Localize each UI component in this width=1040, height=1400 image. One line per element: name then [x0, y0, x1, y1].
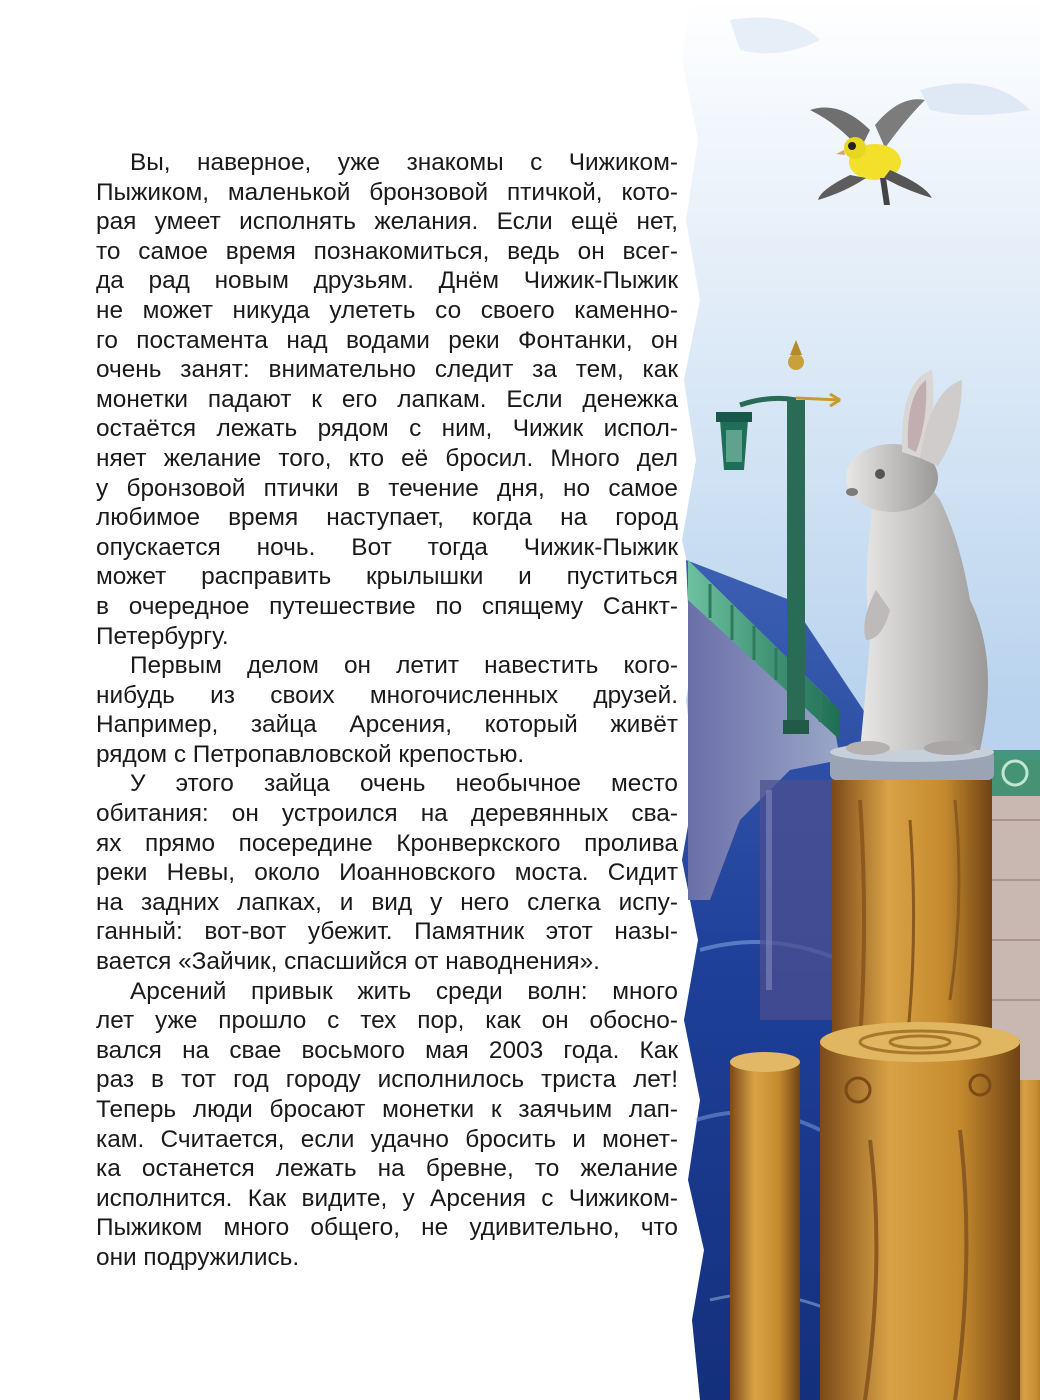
text-line: обитания: он устроился на деревянных сва-: [96, 800, 678, 828]
text-line: Арсений привык жить среди волн: много: [130, 977, 678, 1005]
text-line: У этого зайца очень необычное место: [130, 770, 678, 798]
text-line: то самое время познакомиться, ведь он всег-: [96, 237, 678, 265]
text-line: рая умеет исполнять желания. Если ещё нет,: [96, 208, 678, 236]
text-line: вался на свае восьмого мая 2003 года. Как: [96, 1036, 678, 1064]
text-line: исполнится. Как видите, у Арсения с Чижиком-: [96, 1184, 678, 1212]
text-line: да рад новым друзьям. Днём Чижик-Пыжик: [96, 267, 678, 295]
text-line: Например, зайца Арсения, который живёт: [96, 711, 678, 739]
text-line: они подружились.: [96, 1243, 300, 1271]
text-line: лет уже прошло с тех пор, как он обосно-: [96, 1007, 678, 1035]
illustration-hare-on-piles: [670, 0, 1040, 1400]
text-line: ях прямо посередине Кронверкского пролива: [96, 829, 678, 857]
paragraph-4: [96, 977, 678, 1273]
paragraph-2: [96, 651, 678, 769]
text-line: вается «Зайчик, спасшийся от наводнения».: [96, 948, 600, 976]
text-line: может расправить крылышки и пуститься: [96, 563, 678, 591]
text-line: Пыжиком, маленькой бронзовой птичкой, кото-: [96, 178, 678, 206]
text-line: Первым делом он летит навестить кого-: [130, 652, 678, 680]
paragraph-1: [96, 148, 678, 651]
text-line: остаётся лежать рядом с ним, Чижик испол-: [96, 415, 678, 443]
text-line: не может никуда улететь со своего каменно-: [96, 296, 678, 324]
text-line: в очередное путешествие по спящему Санкт-: [96, 592, 678, 620]
text-line: любимое время наступает, когда на город: [96, 504, 678, 532]
text-line: Вы, наверное, уже знакомы с Чижиком-: [130, 149, 678, 176]
text-line: го постамента над водами реки Фонтанки, он: [96, 326, 678, 354]
text-line: Петербургу.: [96, 622, 229, 650]
text-line: опускается ночь. Вот тогда Чижик-Пыжик: [96, 533, 678, 561]
text-line: реки Невы, около Иоанновского моста. Сидит: [96, 859, 678, 887]
text-line: рядом с Петропавловской крепостью.: [96, 740, 525, 768]
paragraph-3: [96, 769, 678, 976]
text-line: няет желание того, кто её бросил. Много дел: [96, 444, 678, 472]
text-line: на задних лапках, и вид у него слегка испу-: [96, 888, 678, 916]
text-line: кам. Считается, если удачно бросить и монет-: [96, 1125, 678, 1153]
text-line: монетки падают к его лапкам. Если денежка: [96, 385, 678, 413]
text-line: Пыжиком много общего, не удивительно, что: [96, 1214, 678, 1242]
text-line: Теперь люди бросают монетки к заячьим лап-: [96, 1096, 678, 1123]
text-line: очень занят: внимательно следит за тем, как: [96, 356, 678, 384]
text-line: у бронзовой птички в течение дня, но самое: [96, 474, 678, 502]
wooden-piles-icon: [820, 742, 1020, 1400]
text-line: ка останется лежать на бревне, то желание: [96, 1155, 678, 1183]
text-line: раз в тот год городу исполнилось триста лет!: [96, 1066, 678, 1094]
text-line: ганный: вот-вот убежит. Памятник этот назы-: [96, 918, 678, 946]
story-text: [96, 148, 678, 1273]
text-line: нибудь из своих многочисленных друзей.: [96, 681, 678, 709]
